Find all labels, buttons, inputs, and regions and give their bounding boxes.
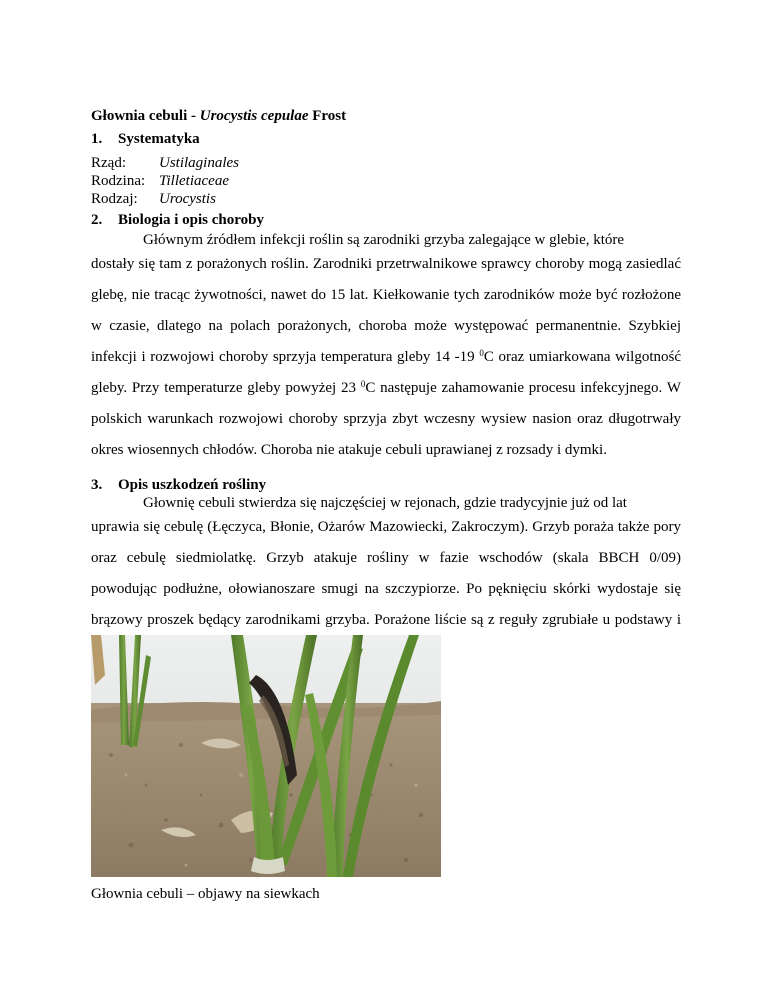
section-1-number: 1.: [91, 131, 103, 147]
taxonomy-value: Ustilaginales: [159, 155, 240, 171]
section-1-title: Systematyka: [118, 131, 200, 147]
section-3-title: Opis uszkodzeń rośliny: [118, 477, 267, 493]
document-title: [91, 108, 346, 125]
taxonomy-value: Urocystis: [159, 191, 216, 207]
section-2-text: dostały się tam z porażonych roślin. Zarodniki przetrwalnikowe sprawcy choroby mogą zasiedlać glebę, nie tracąc żywotności, nawet do 15 lat. Kiełkowanie tych zarodników może być rozłożone w czasie, dlatego na polach porażonych, choroba może występować permanentnie. Szybkiej infekcji i rozwojowi choroby sprzyja temperatura gleby 14 -19: [91, 256, 681, 365]
section-3-number: 3.: [91, 477, 103, 493]
section-2-body: [91, 231, 681, 466]
taxonomy-key: Rodzaj:: [91, 191, 138, 207]
section-2-title: Biologia i opis choroby: [118, 212, 265, 228]
taxonomy-row: [91, 190, 239, 208]
section-2-text: C oraz umiarkowana wilgotność gleby. Przy temperaturze gleby powyżej 23: [91, 349, 682, 396]
section-2-heading: [91, 212, 264, 229]
onion-seedlings-photo: [91, 635, 441, 877]
section-2-text: C następuje zahamowanie procesu infekcyjnego. W polskich warunkach rozwojowi choroby sprzyja zbyt wczesny wysiew nasion oraz długotrwały okres wiosennych chłodów. Choroba nie atakuje cebuli uprawianej z rozsady i dymki.: [91, 380, 681, 458]
section-3-heading: [91, 477, 266, 494]
degree-superscript: 0: [360, 379, 366, 389]
title-latin-name: Urocystis cepulae: [199, 108, 309, 124]
taxonomy-row: [91, 154, 239, 172]
taxonomy-key: Rząd:: [91, 155, 126, 171]
title-text: Głownia cebuli -: [91, 108, 200, 124]
section-3-text: uprawia się cebulę (Łęczyca, Błonie, Ożarów Mazowiecki, Zakroczym). Grzyb poraża także pory oraz cebulę siedmiolatkę. Grzyb atakuje rośliny w fazie wschodów (skala BBCH 0/09) powodując podłużne, ołowianoszare smugi na szczypiorze. Po pęknięciu skórki wydostaje się brązowy proszek będący zarodnikami grzyba. Porażone liście są z reguły zgrubiałe u podstawy i: [91, 519, 681, 628]
taxonomy-value: Tilletiaceae: [159, 173, 229, 189]
taxonomy-key: Rodzina:: [91, 173, 146, 189]
section-2-first-line: Głównym źródłem infekcji roślin są zarodniki grzyba zalegające w glebie, które: [143, 232, 625, 248]
section-3-first-line: Głownię cebuli stwierdza się najczęściej w rejonach, gdzie tradycyjnie już od lat: [143, 495, 627, 511]
degree-superscript: 0: [479, 348, 484, 358]
title-author: Frost: [308, 108, 347, 124]
figure-caption: Głownia cebuli – objawy na siewkach: [91, 886, 320, 902]
taxonomy-row: [91, 172, 239, 190]
section-2-number: 2.: [91, 212, 103, 228]
section-1-heading: [91, 131, 200, 148]
taxonomy-list: [91, 154, 239, 208]
